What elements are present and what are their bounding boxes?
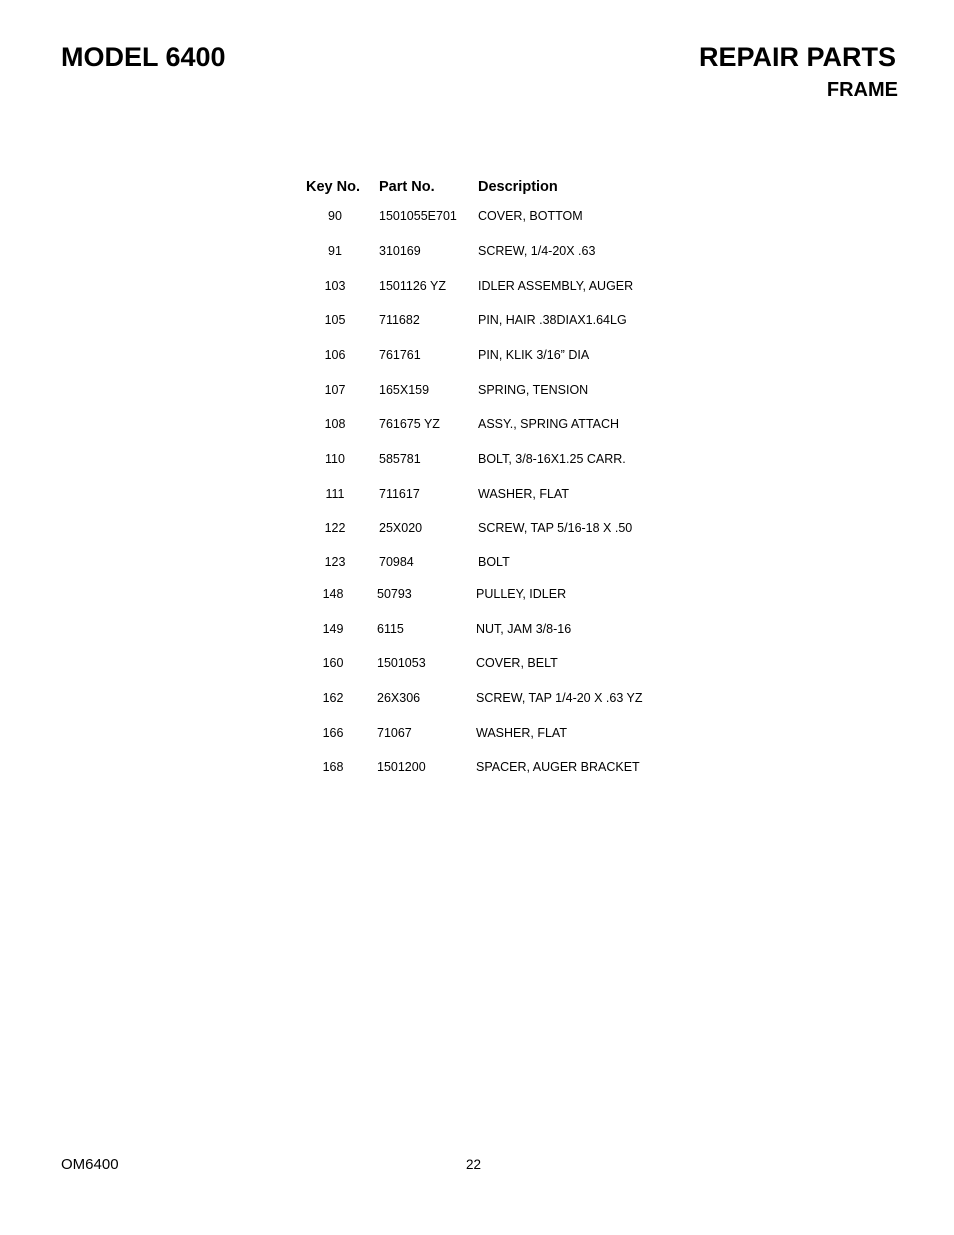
description-cell: NUT, JAM 3/8-16 — [476, 622, 572, 636]
table-row — [0, 453, 954, 469]
description-cell: COVER, BOTTOM — [478, 209, 583, 223]
key-no-cell: 91 — [328, 244, 342, 258]
description-cell: IDLER ASSEMBLY, AUGER — [478, 279, 634, 293]
header-description: Description — [478, 179, 558, 195]
part-no-cell: 50793 — [377, 587, 412, 601]
part-no-cell: 761761 — [379, 348, 421, 362]
table-row — [0, 349, 954, 365]
table-row — [0, 588, 954, 604]
table-row — [0, 761, 954, 777]
part-no-cell: 26X306 — [377, 691, 421, 705]
key-no-cell: 122 — [324, 521, 346, 535]
description-cell: SPRING, TENSION — [478, 383, 589, 397]
table-row — [0, 522, 954, 538]
key-no-cell: 106 — [324, 348, 346, 362]
table-row — [0, 488, 954, 504]
description-cell: ASSY., SPRING ATTACH — [478, 417, 620, 431]
key-no-cell: 105 — [324, 313, 346, 327]
key-no-cell: 166 — [322, 726, 344, 740]
header-key-no: Key No. — [306, 179, 360, 195]
page-number: 22 — [466, 1157, 482, 1172]
part-no-cell: 1501053 — [377, 656, 426, 670]
description-cell: SCREW, 1/4-20X .63 — [478, 244, 596, 258]
part-no-cell: 1501200 — [377, 760, 426, 774]
table-row — [0, 210, 954, 226]
description-cell: PIN, KLIK 3/16” DIA — [478, 348, 590, 362]
description-cell: COVER, BELT — [476, 656, 558, 670]
part-no-cell: 711682 — [379, 313, 420, 327]
part-no-cell: 6115 — [377, 622, 404, 636]
section-subtitle: FRAME — [826, 79, 898, 101]
table-row — [0, 623, 954, 639]
part-no-cell: 711617 — [379, 487, 420, 501]
table-row — [0, 556, 954, 572]
key-no-cell: 168 — [322, 760, 344, 774]
part-no-cell: 585781 — [379, 452, 421, 466]
key-no-cell: 149 — [322, 622, 344, 636]
key-no-cell: 108 — [324, 417, 346, 431]
part-no-cell: 25X020 — [379, 521, 423, 535]
table-row — [0, 692, 954, 708]
key-no-cell: 110 — [325, 452, 345, 466]
part-no-cell: 70984 — [379, 555, 414, 569]
key-no-cell: 162 — [322, 691, 344, 705]
part-no-cell: 71067 — [377, 726, 412, 740]
table-row — [0, 727, 954, 743]
description-cell: PIN, HAIR .38DIAX1.64LG — [478, 313, 627, 327]
key-no-cell: 111 — [325, 487, 345, 501]
key-no-cell: 107 — [324, 383, 346, 397]
table-row — [0, 245, 954, 261]
table-row — [0, 280, 954, 296]
part-no-cell: 1501055E701 — [379, 209, 457, 223]
description-cell: WASHER, FLAT — [476, 726, 567, 740]
table-row — [0, 384, 954, 400]
description-cell: BOLT, 3/8-16X1.25 CARR. — [478, 452, 626, 466]
part-no-cell: 761675 YZ — [379, 417, 440, 431]
model-title: MODEL 6400 — [61, 42, 226, 72]
key-no-cell: 160 — [322, 656, 344, 670]
section-title: REPAIR PARTS — [698, 42, 896, 72]
table-row — [0, 657, 954, 673]
description-cell: PULLEY, IDLER — [476, 587, 567, 601]
table-row — [0, 418, 954, 434]
table-row — [0, 314, 954, 330]
header-part-no: Part No. — [379, 179, 435, 195]
description-cell: SPACER, AUGER BRACKET — [476, 760, 640, 774]
part-no-cell: 165X159 — [379, 383, 430, 397]
description-cell: SCREW, TAP 5/16-18 X .50 — [478, 521, 633, 535]
document-code: OM6400 — [61, 1156, 119, 1173]
key-no-cell: 123 — [324, 555, 346, 569]
part-no-cell: 1501126 YZ — [379, 279, 446, 293]
key-no-cell: 90 — [328, 209, 342, 223]
description-cell: SCREW, TAP 1/4-20 X .63 YZ — [476, 691, 643, 705]
part-no-cell: 310169 — [379, 244, 421, 258]
key-no-cell: 103 — [324, 279, 346, 293]
description-cell: WASHER, FLAT — [478, 487, 569, 501]
key-no-cell: 148 — [322, 587, 344, 601]
description-cell: BOLT — [478, 555, 510, 569]
